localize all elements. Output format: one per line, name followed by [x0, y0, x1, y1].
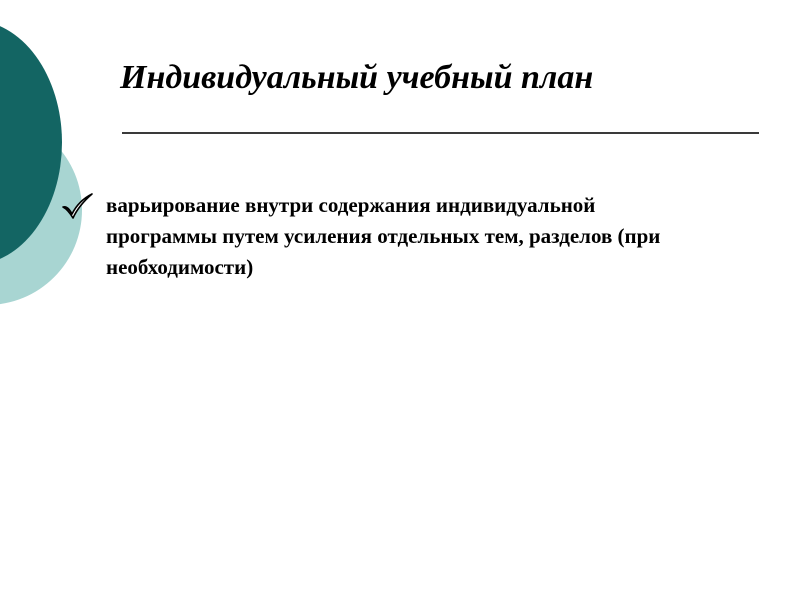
bullet-text: варьирование внутри содержания индивидуальной программы путем усиления отдельных тем, разделов (при необходимости) — [106, 193, 661, 279]
title-divider — [122, 132, 759, 134]
list-item — [60, 190, 760, 283]
bullet-list — [60, 190, 760, 283]
checkmark-icon — [60, 192, 94, 220]
slide-title: Индивидуальный учебный план — [120, 59, 594, 96]
